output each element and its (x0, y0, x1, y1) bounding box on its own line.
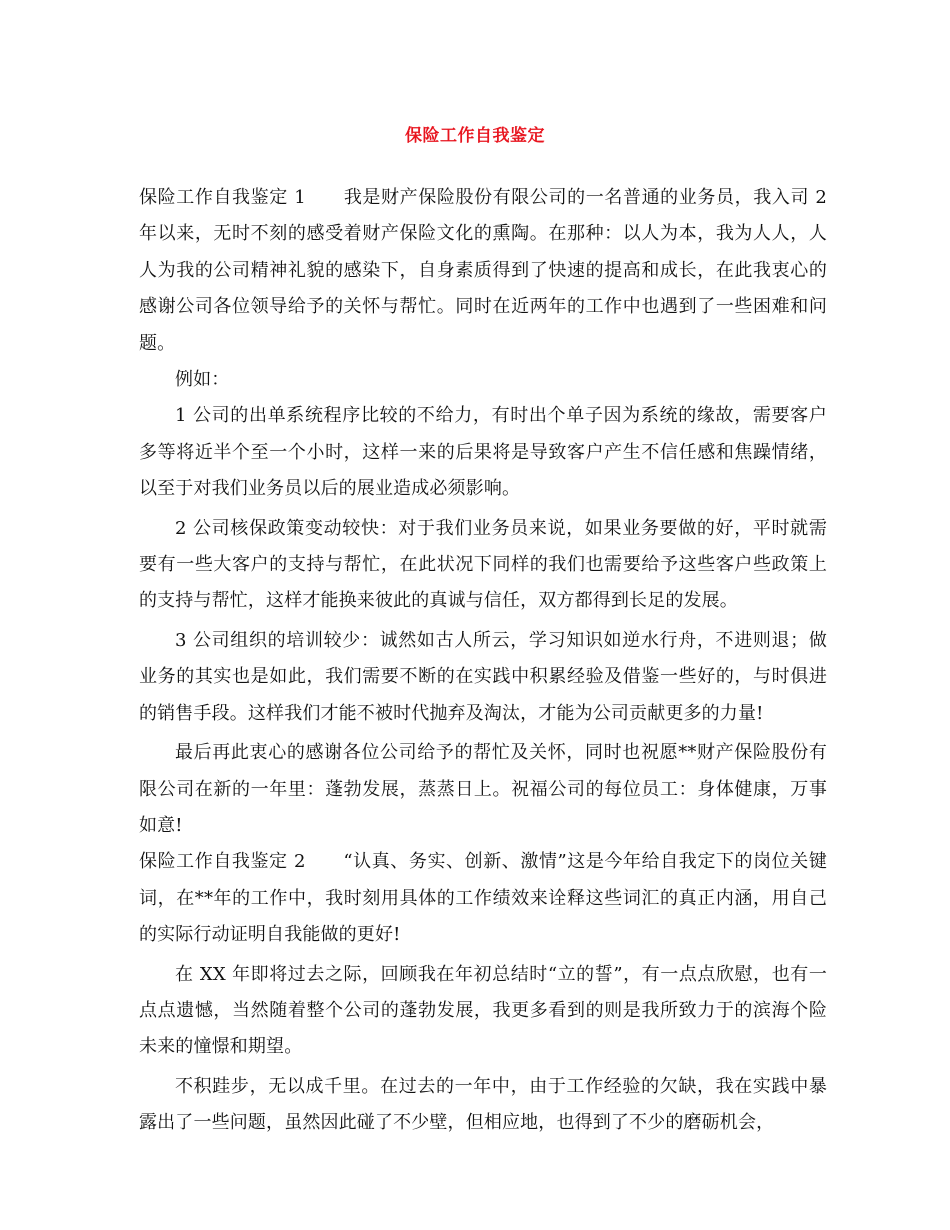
section-2-paragraph: 不积跬步，无以成千里。在过去的一年中，由于工作经验的欠缺，我在实践中暴露出了一些问题，虽然因此碰了不少壁，但相应地，也得到了不少的磨砺机会， (139, 1075, 827, 1134)
section-1-first-paragraph: 我是财产保险股份有限公司的一名普通的业务员，我入司 2 年以来，无时不刻的感受着财产保险文化的熏陶。在那种：以人为本，我为人人，人人为我的公司精神礼貌的感染下，自身素质得到了快速的提高和成长，在此我衷心的感谢公司各位领导给予的关怀与帮忙。同时在近两年的工作中也遇到了一些困难和问题。 (139, 187, 827, 354)
section-2-first-paragraph: “认真、务实、创新、激情”这是今年给自我定下的岗位关键词，在**年的工作中，我时刻用具体的工作绩效来诠释这些词汇的真正内涵，用自己的实际行动证明自我能做的更好! (139, 851, 827, 946)
document-title: 保险工作自我鉴定 (405, 126, 545, 146)
section-1-paragraph: 最后再此衷心的感谢各位公司给予的帮忙及关怀，同时也祝愿**财产保险股份有限公司在新的一年里：蓬勃发展，蒸蒸日上。祝福公司的每位员工：身体健康，万事如意! (139, 742, 827, 836)
document-body (139, 180, 827, 1142)
section-2-heading: 保险工作自我鉴定 2 (139, 851, 306, 873)
section-1-paragraph: 3 公司组织的培训较少：诚然如古人所云，学习知识如逆水行舟，不进则退；做业务的其实也是如此，我们需要不断的在实践中积累经验及借鉴一些好的，与时俱进的销售手段。这样我们才能不被时代抛弃及淘汰，才能为公司贡献更多的力量! (139, 629, 827, 724)
section-1-paragraph: 2 公司核保政策变动较快：对于我们业务员来说，如果业务要做的好，平时就需要有一些大客户的支持与帮忙，在此状况下同样的我们也需要给予这些客户些政策上的支持与帮忙，这样才能换来彼此的真诚与信任，双方都得到长足的发展。 (139, 517, 827, 612)
section-1-paragraph: 例如： (175, 369, 230, 391)
section-1-heading: 保险工作自我鉴定 1 (139, 187, 306, 208)
section-1-opening (139, 180, 827, 362)
section-1-paragraph: 1 公司的出单系统程序比较的不给力，有时出个单子因为系统的缘故，需要客户多等将近半个至一个小时，这样一来的后果将是导致客户产生不信任感和焦躁情绪，以至于对我们业务员以后的展业造成必须影响。 (139, 405, 827, 500)
section-2-paragraph: 在 XX 年即将过去之际，回顾我在年初总结时“立的誓”，有一点点欣慰，也有一点点遗憾，当然随着整个公司的蓬勃发展，我更多看到的则是我所致力于的滨海个险未来的憧憬和期望。 (139, 963, 827, 1058)
section-2-opening (139, 844, 827, 953)
